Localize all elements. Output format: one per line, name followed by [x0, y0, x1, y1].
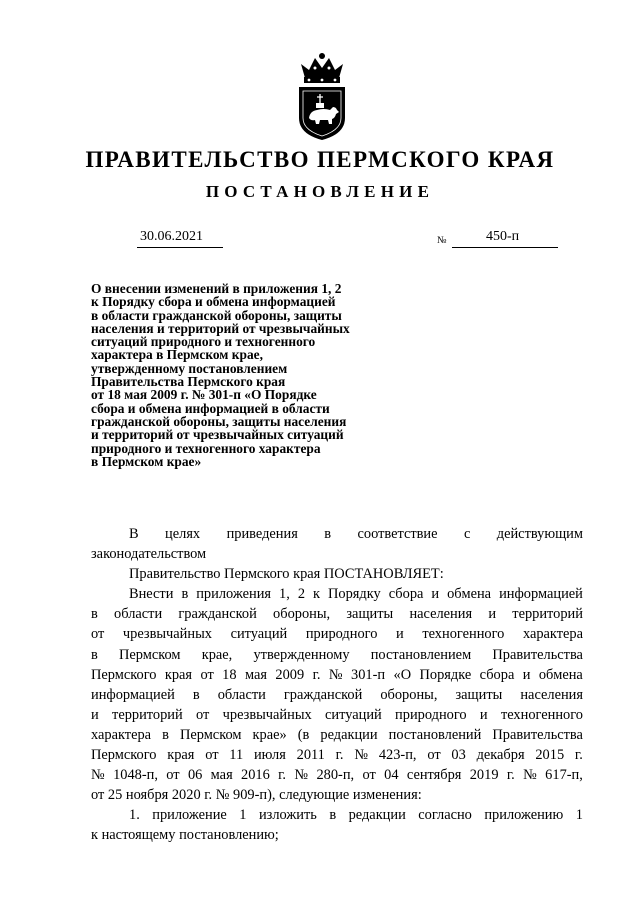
body-word: 2016 [241, 767, 270, 784]
body-word: Порядку [328, 586, 381, 603]
document-date: 30.06.2021 [140, 229, 203, 244]
body-word: ситуаций [230, 626, 288, 643]
body-word: 1. [129, 807, 140, 824]
body-word: целях [165, 526, 201, 542]
body-word: «О [393, 666, 412, 683]
body-word: в [329, 807, 337, 824]
shield-icon [299, 87, 345, 140]
subject-line: от 18 мая 2009 г. № 301-п «О Порядке [91, 387, 317, 403]
body-word: 2011 [296, 747, 325, 764]
body-line [91, 745, 583, 765]
body-word: Пермского [91, 666, 157, 683]
body-word: области [114, 606, 163, 623]
body-word: Пермского [91, 747, 157, 764]
body-word: информацией [91, 686, 175, 703]
date-underline [137, 247, 223, 248]
subject-line: гражданской обороны, защиты населения [91, 413, 347, 429]
body-word: области [217, 686, 266, 703]
body-word: территорий [112, 706, 183, 723]
body-word: края [164, 666, 193, 683]
body-word: техногенного [500, 706, 583, 723]
document-number: 450-п [486, 229, 520, 244]
body-word: от [427, 747, 441, 764]
body-word: крае, [201, 646, 233, 663]
body-word: постановлением [370, 646, 472, 663]
body-word: 03 [451, 747, 466, 764]
body-word: от [200, 666, 214, 683]
subject-line: характера в Пермском крае, [91, 347, 263, 363]
body-word: редакции [348, 807, 406, 824]
body-line [91, 725, 583, 745]
body-word: крае» [252, 726, 287, 743]
body-word: № [354, 747, 369, 764]
body-word: мая [210, 767, 233, 784]
body-word: от [205, 747, 219, 764]
body-line: Правительство Пермского края ПОСТАНОВЛЯЕТ: [129, 566, 444, 583]
body-word: № [91, 767, 105, 784]
body-word: утвержденному [253, 646, 350, 663]
body-word: к [313, 586, 321, 603]
body-word: обороны, [380, 686, 438, 703]
body-word: и [488, 606, 497, 623]
subject-line: населения и территорий от чрезвычайных [91, 320, 350, 336]
document-body [91, 524, 583, 846]
document-subject [91, 282, 401, 468]
body-word: населения [409, 606, 473, 623]
body-word: сбора [388, 586, 424, 603]
body-word: № [523, 767, 537, 784]
body-line [91, 685, 583, 705]
body-word: от [196, 706, 210, 723]
body-word: ситуаций [325, 706, 382, 723]
body-word: природного [395, 706, 467, 723]
body-word: № [328, 666, 343, 683]
body-word: соответствие [357, 526, 438, 542]
body-word: гражданской [283, 686, 363, 703]
body-word: 2 [297, 586, 306, 603]
body-word: 18 [222, 666, 237, 683]
body-word: 423-п, [378, 747, 417, 764]
number-label: № [437, 235, 447, 246]
body-word: от [166, 767, 180, 784]
body-word: Внести [129, 586, 174, 603]
body-word: чрезвычайных [122, 626, 212, 643]
body-word: 301-п [351, 666, 386, 683]
perm-krai-coat-of-arms-icon [293, 52, 351, 142]
body-word: 2019 [469, 767, 499, 784]
body-word: г. [278, 767, 287, 784]
body-word: чрезвычайных [222, 706, 312, 723]
body-word: Правительства [492, 726, 583, 743]
body-word: г. [335, 747, 344, 764]
body-word: в [324, 526, 332, 542]
body-word: согласно [418, 807, 472, 824]
body-word: сбора [479, 666, 515, 683]
body-line: законодательством [91, 546, 207, 563]
body-word: 1 [575, 807, 583, 824]
body-word: от [362, 767, 376, 784]
body-line [91, 604, 583, 624]
body-word: приложения [196, 586, 272, 603]
body-word: от [91, 626, 105, 643]
body-word: приведения [226, 526, 298, 542]
subject-line: Правительства Пермского края [91, 374, 286, 390]
body-word: обороны, [273, 606, 331, 623]
body-word: и [396, 626, 404, 643]
document-type: ПОСТАНОВЛЕНИЕ [205, 182, 435, 201]
subject-line: О внесении изменений в приложения 1, 2 [91, 281, 342, 296]
body-line: к настоящему постановлению; [91, 827, 279, 844]
body-word: приложение [152, 807, 227, 824]
body-line [91, 524, 583, 544]
body-word: г. [506, 767, 515, 784]
number-underline [452, 247, 558, 248]
subject-line: природного и техногенного характера [91, 440, 321, 456]
body-word: 06 [187, 767, 203, 784]
body-line [91, 624, 583, 644]
body-word: с [463, 526, 471, 542]
body-word: изложить [258, 807, 317, 824]
body-word: характера [522, 626, 583, 643]
body-word: Пермском [179, 726, 242, 743]
body-word: в [162, 726, 169, 743]
body-word: Порядке [419, 666, 472, 683]
body-word: природного [305, 626, 378, 643]
subject-line: к Порядку сбора и обмена информацией [91, 294, 336, 310]
body-word: и [522, 666, 531, 683]
body-word: сентября [406, 767, 462, 784]
subject-line: утвержденному постановлением [91, 360, 288, 376]
body-word: г. [574, 747, 583, 764]
government-title: ПРАВИТЕЛЬСТВО ПЕРМСКОГО КРАЯ [85, 147, 555, 172]
body-word: (в [297, 726, 310, 743]
body-word: 2009 [275, 666, 305, 683]
body-word: приложению [484, 807, 564, 824]
crown-icon [301, 53, 343, 83]
body-word: характера [91, 726, 152, 743]
body-word: декабря [476, 747, 525, 764]
body-word: Пермском [118, 646, 181, 663]
subject-line: и территорий от чрезвычайных ситуаций [91, 427, 344, 443]
body-word: 11 [229, 747, 244, 764]
body-word: В [129, 526, 139, 542]
body-word: территорий [512, 606, 583, 623]
body-word: и [431, 586, 440, 603]
body-word: в [181, 586, 189, 603]
body-word: гражданской [178, 606, 257, 623]
body-word: обмена [538, 666, 583, 683]
body-word: действующим [496, 526, 583, 542]
body-word: 2015 [535, 747, 565, 764]
body-line [91, 805, 583, 825]
body-line [91, 705, 583, 725]
subject-line: ситуаций природного и техногенного [91, 334, 316, 350]
body-word: июля [253, 747, 286, 764]
body-line [91, 765, 583, 785]
subject-line: сбора и обмена информацией в области [91, 400, 330, 416]
body-word: защиты [346, 606, 394, 623]
body-word: в [91, 606, 98, 623]
body-line [91, 645, 583, 665]
body-word: защиты [455, 686, 503, 703]
body-word: № [294, 767, 309, 784]
body-word: редакции [320, 726, 378, 743]
body-word: техногенного [422, 626, 505, 643]
body-word: 617-п, [545, 767, 583, 784]
body-word: мая [244, 666, 267, 683]
body-word: информацией [499, 586, 583, 603]
subject-line: в области гражданской обороны, защиты [91, 307, 342, 323]
body-word: обмена [447, 586, 492, 603]
body-line: от 25 ноября 2020 г. № 909-п), следующие изменения: [91, 787, 422, 804]
body-word: населения [520, 686, 583, 703]
body-word: постановлений [388, 726, 482, 743]
body-word: и [91, 706, 99, 723]
body-line [91, 665, 583, 685]
body-word: Правительства [492, 646, 583, 663]
body-word: 04 [384, 767, 399, 784]
subject-line: в Пермском крае» [91, 453, 202, 469]
body-word: и [479, 706, 488, 723]
body-word: 1 [239, 807, 247, 824]
body-word: края [167, 747, 195, 764]
body-word: 280-п, [316, 767, 355, 784]
body-word: 1048-п, [113, 767, 158, 784]
body-word: г. [312, 666, 321, 683]
body-word: в [91, 646, 98, 663]
body-line [91, 584, 583, 604]
body-word: 1, [279, 586, 290, 603]
body-word: в [192, 686, 200, 703]
